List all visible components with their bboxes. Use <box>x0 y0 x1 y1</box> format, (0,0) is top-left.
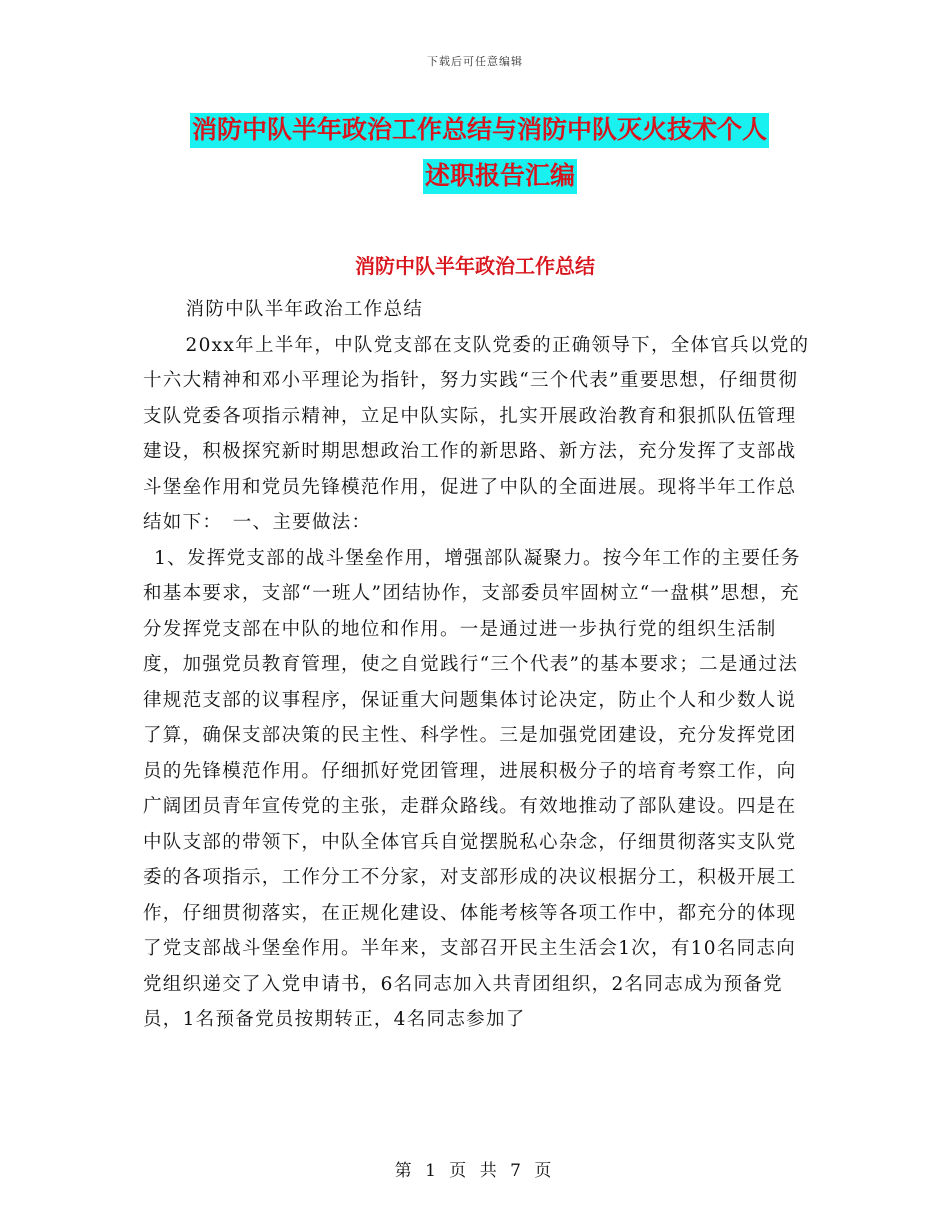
title-line-1-text: 消防中队半年政治工作总结与消防中队灭火技术个人 <box>190 113 769 148</box>
document-title <box>190 108 810 198</box>
page-header-note: 下载后可任意编辑 <box>427 55 523 68</box>
title-line-1 <box>190 108 810 152</box>
body-paragraph-1: 20xx年上半年，中队党支部在支队党委的正确领导下，全体官兵以党的十六大精神和邓小平理论为指针，努力实践“三个代表”重要思想，仔细贯彻支队党委各项指示精神，立足中队实际，扎实开展政治教育和狠抓队伍管理建设，积极探究新时期思想政治工作的新思路、新方法，充分发挥了支部战斗堡垒作用和党员先锋模范作用，促进了中队的全面进展。现将半年工作总结如下： 一、主要做法： <box>143 334 810 533</box>
title-line-2 <box>190 154 810 198</box>
document-body <box>143 292 811 1038</box>
title-line-2-text: 述职报告汇编 <box>423 159 577 194</box>
body-paragraph-2: 1、发挥党支部的战斗堡垒作用，增强部队凝聚力。按今年工作的主要任务和基本要求，支部“一班人”团结协作，支部委员牢固树立“一盘棋”思想，充分发挥党支部在中队的地位和作用。一是通过进一步执行党的组织生活制度，加强党员教育管理，使之自觉践行“三个代表”的基本要求；二是通过法律规范支部的议事程序，保证重大问题集体讨论决定，防止个人和少数人说了算，确保支部决策的民主性、科学性。三是加强党团建设，充分发挥党团员的先锋模范作用。仔细抓好党团管理，进展积极分子的培育考察工作，向广阔团员青年宣传党的主张，走群众路线。有效地推动了部队建设。四是在中队支部的带领下，中队全体官兵自觉摆脱私心杂念，仔细贯彻落实支队党委的各项指示，工作分工不分家，对支部形成的决议根据分工，积极开展工作，仔细贯彻落实，在正规化建设、体能考核等各项工作中，都充分的体现了党支部战斗堡垒作用。半年来，支部召开民主生活会1次，有10名同志向党组织递交了入党申请书，6名同志加入共青团组织，2名同志成为预备党员，1名预备党员按期转正，4名同志参加了 <box>143 547 801 1030</box>
body-subheading: 消防中队半年政治工作总结 <box>185 299 424 320</box>
section-heading: 消防中队半年政治工作总结 <box>355 254 595 278</box>
page-number-footer: 第 1 页 共 7 页 <box>394 1161 556 1181</box>
